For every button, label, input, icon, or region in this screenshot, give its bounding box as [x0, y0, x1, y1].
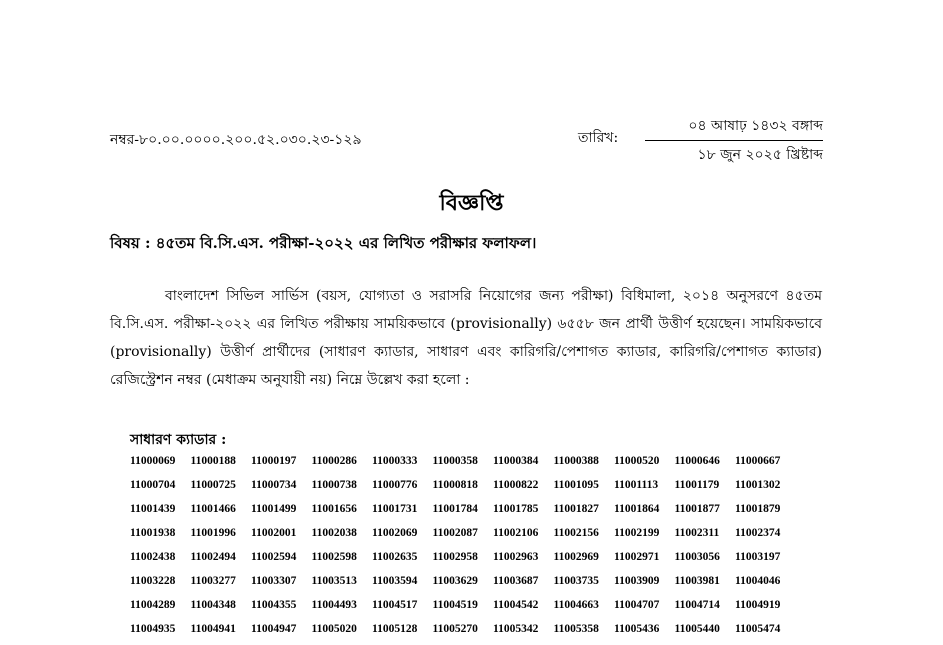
registration-number: 11004941	[190, 623, 236, 635]
registration-number: 11000520	[614, 455, 660, 467]
registration-number: 11001879	[735, 503, 781, 515]
registration-number: 11005020	[311, 623, 357, 635]
registration-number: 11001302	[735, 479, 781, 491]
registration-number: 11004046	[735, 575, 781, 587]
registration-number: 11001499	[251, 503, 297, 515]
date-bangla: ০৪ আষাঢ় ১৪৩২ বঙ্গাব্দ	[645, 114, 823, 141]
registration-number: 11003594	[372, 575, 418, 587]
registration-number: 11000822	[493, 479, 539, 491]
registration-number: 11004663	[553, 599, 599, 611]
registration-row	[130, 621, 796, 645]
registration-number: 11001784	[432, 503, 478, 515]
registration-number: 11001656	[311, 503, 357, 515]
registration-row	[130, 477, 796, 501]
registration-number: 11002374	[735, 527, 781, 539]
registration-number: 11003228	[130, 575, 176, 587]
registration-number: 11003197	[735, 551, 781, 563]
registration-number: 11004355	[251, 599, 297, 611]
registration-number: 11005128	[372, 623, 418, 635]
registration-number: 11000286	[311, 455, 357, 467]
registration-number: 11002087	[432, 527, 478, 539]
registration-row	[130, 597, 796, 621]
registration-number: 11001731	[372, 503, 418, 515]
registration-number: 11000188	[190, 455, 236, 467]
registration-number: 11004517	[372, 599, 418, 611]
registration-number: 11003629	[432, 575, 478, 587]
registration-number: 11000388	[553, 455, 599, 467]
registration-number: 11003687	[493, 575, 539, 587]
registration-number: 11001113	[614, 479, 659, 491]
registration-number: 11001996	[190, 527, 236, 539]
registration-number: 11001938	[130, 527, 176, 539]
memo-number: নম্বর-৮০.০০.০০০০.২০০.৫২.০৩০.২৩-১২৯	[110, 132, 362, 148]
registration-number: 11002311	[674, 527, 720, 539]
registration-number: 11003909	[614, 575, 660, 587]
registration-number: 11005342	[493, 623, 539, 635]
registration-row	[130, 573, 796, 597]
registration-number: 11004714	[674, 599, 720, 611]
registration-number: 11004707	[614, 599, 660, 611]
registration-number: 11005474	[735, 623, 781, 635]
registration-number: 11002106	[493, 527, 539, 539]
registration-row	[130, 549, 796, 573]
registration-number: 11002969	[553, 551, 599, 563]
registration-number: 11000197	[251, 455, 297, 467]
registration-row	[130, 501, 796, 525]
notice-subject: বিষয় : ৪৫তম বি.সি.এস. পরীক্ষা-২০২২ এর লিখিত পরীক্ষার ফলাফল।	[110, 234, 537, 252]
registration-number: 11000738	[311, 479, 357, 491]
registration-number: 11002069	[372, 527, 418, 539]
registration-number: 11001466	[190, 503, 236, 515]
registration-number: 11003056	[674, 551, 720, 563]
registration-number: 11003277	[190, 575, 236, 587]
registration-number: 11004519	[432, 599, 478, 611]
registration-number: 11000384	[493, 455, 539, 467]
registration-number: 11003513	[311, 575, 357, 587]
registration-number: 11002958	[432, 551, 478, 563]
registration-number: 11000667	[735, 455, 781, 467]
date-label: তারিখ:	[578, 130, 619, 146]
registration-number: 11003981	[674, 575, 720, 587]
registration-number-grid	[130, 453, 796, 645]
registration-number: 11004542	[493, 599, 539, 611]
registration-number: 11002038	[311, 527, 357, 539]
registration-number: 11000734	[251, 479, 297, 491]
date-block	[645, 114, 823, 167]
registration-number: 11001095	[553, 479, 599, 491]
registration-number: 11001179	[674, 479, 720, 491]
registration-number: 11004935	[130, 623, 176, 635]
registration-number: 11002963	[493, 551, 539, 563]
registration-number: 11002598	[311, 551, 357, 563]
registration-number: 11004947	[251, 623, 297, 635]
registration-number: 11001785	[493, 503, 539, 515]
registration-number: 11002001	[251, 527, 297, 539]
registration-number: 11004493	[311, 599, 357, 611]
registration-number: 11002494	[190, 551, 236, 563]
registration-number: 11000776	[372, 479, 418, 491]
registration-number: 11002971	[614, 551, 660, 563]
registration-number: 11000704	[130, 479, 176, 491]
registration-number: 11005358	[553, 623, 599, 635]
registration-number: 11003307	[251, 575, 297, 587]
registration-number: 11000646	[674, 455, 720, 467]
registration-number: 11002438	[130, 551, 176, 563]
registration-number: 11000818	[432, 479, 478, 491]
registration-number: 11004919	[735, 599, 781, 611]
registration-number: 11002635	[372, 551, 418, 563]
notice-body: বাংলাদেশ সিভিল সার্ভিস (বয়স, যোগ্যতা ও সরাসরি নিয়োগের জন্য পরীক্ষা) বিধিমালা, ২০১৪ অনুসরণে ৪৫তম বি.সি.এস. পরীক্ষা-২০২২ এর লিখিত পরীক্ষায় সাময়িকভাবে (provisionally) ৬৫৫৮ জন প্রার্থী উত্তীর্ণ হয়েছেন। সাময়িকভাবে (provisionally) উত্তীর্ণ প্রার্থীদের (সাধারণ ক্যাডার, সাধারণ এবং কারিগরি/পেশাগত ক্যাডার, কারিগরি/পেশাগত ক্যাডার) রেজিস্ট্রেশন নম্বর (মেধাক্রম অনুযায়ী নয়) নিম্নে উল্লেখ করা হলো :	[110, 288, 822, 388]
registration-number: 11000333	[372, 455, 418, 467]
registration-number: 11000358	[432, 455, 478, 467]
registration-number: 11001439	[130, 503, 176, 515]
registration-number: 11005440	[674, 623, 720, 635]
registration-number: 11002156	[553, 527, 599, 539]
registration-number: 11004348	[190, 599, 236, 611]
registration-number: 11000069	[130, 455, 176, 467]
section-heading-general-cadre: সাধারণ ক্যাডার :	[130, 432, 227, 448]
registration-number: 11001877	[674, 503, 720, 515]
registration-number: 11000725	[190, 479, 236, 491]
notice-title: বিজ্ঞপ্তি	[439, 190, 504, 216]
registration-number: 11005436	[614, 623, 660, 635]
date-gregorian: ১৮ জুন ২০২৫ খ্রিষ্টাব্দ	[697, 147, 823, 163]
registration-number: 11005270	[432, 623, 478, 635]
registration-number: 11002594	[251, 551, 297, 563]
registration-number: 11001864	[614, 503, 660, 515]
registration-number: 11002199	[614, 527, 660, 539]
registration-number: 11003735	[553, 575, 599, 587]
registration-row	[130, 453, 796, 477]
registration-number: 11001827	[553, 503, 599, 515]
registration-number: 11004289	[130, 599, 176, 611]
registration-row	[130, 525, 796, 549]
